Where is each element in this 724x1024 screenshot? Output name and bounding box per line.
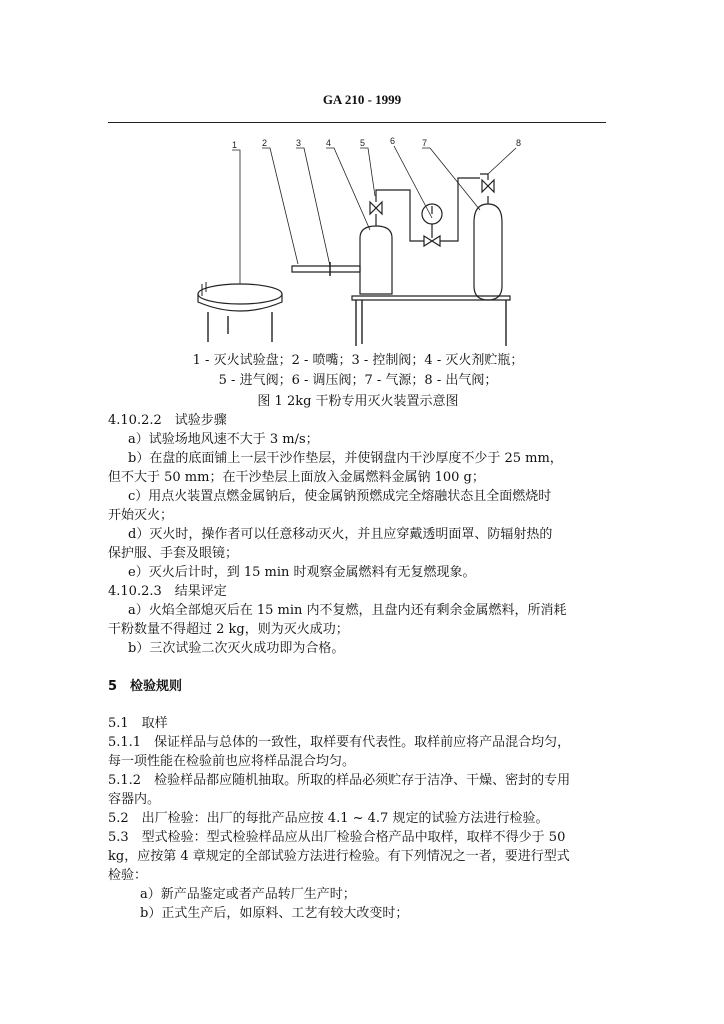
section-5-1-2-line-1: 5.1.2 检验样品都应随机抽取。所取的样品必须贮存于洁净、干燥、密封的专用 xyxy=(108,773,571,788)
inlet-valve xyxy=(370,190,410,218)
fire-test-pan xyxy=(198,282,282,342)
result-b: b）三次试验二次灭火成功即为合格。 xyxy=(128,641,345,656)
step-c-line-1: c）用点火装置点燃金属钠后，使金属钠预燃成完全熔融状态且全面燃烧时 xyxy=(128,489,552,504)
outlet-valve xyxy=(480,174,494,192)
agent-cylinder xyxy=(360,218,392,294)
label-3: 3 xyxy=(296,138,302,148)
step-e: e）灭火后计时，到 15 min 时观察金属燃料有无复燃现象。 xyxy=(128,565,476,580)
apparatus-diagram xyxy=(180,134,550,356)
section-5-1-2-line-2: 容器内。 xyxy=(108,792,161,807)
type-test-a: a）新产品鉴定或者产品转厂生产时； xyxy=(140,887,356,902)
section-5-2: 5.2 出厂检验：出厂的每批产品应按 4.1 ~ 4.7 规定的试验方法进行检验。 xyxy=(108,811,549,826)
label-1: 1 xyxy=(232,140,238,150)
step-d-line-1: d）灭火时，操作者可以任意移动灭火，并且应穿戴透明面罩、防辐射热的 xyxy=(128,527,553,542)
figure-legend-line-1: 1 - 灭火试验盘；2 - 喷嘴；3 - 控制阀；4 - 灭火剂贮瓶； xyxy=(192,353,524,368)
step-c-line-2: 开始灭火； xyxy=(108,508,174,523)
section-5-3-line-1: 5.3 型式检验：型式检验样品应从出厂检验合格产品中取样，取样不得少于 50 xyxy=(108,830,566,845)
gas-source-cylinder xyxy=(474,196,502,300)
label-7: 7 xyxy=(422,138,428,148)
step-d-line-2: 保护服、手套及眼镜； xyxy=(108,546,239,561)
label-8: 8 xyxy=(516,138,522,148)
section-5-3-line-3: 检验： xyxy=(108,868,148,883)
section-4-10-2-2: 4.10.2.2 试验步骤 xyxy=(108,413,227,428)
step-b-line-1: b）在盘的底面铺上一层干沙作垫层，并使钢盘内干沙厚度不少于 25 mm， xyxy=(128,451,563,466)
label-5: 5 xyxy=(360,138,366,148)
section-5-1-1-line-1: 5.1.1 保证样品与总体的一致性，取样要有代表性。取样前应将产品混合均匀， xyxy=(108,735,571,750)
header-rule xyxy=(108,122,606,123)
section-5-1-1-line-2: 每一项性能在检验前也应将样品混合均匀。 xyxy=(108,754,356,769)
nozzle xyxy=(292,262,360,276)
figure-caption: 图 1 2kg 干粉专用灭火装置示意图 xyxy=(257,394,459,409)
section-4-10-2-3: 4.10.2.3 结果评定 xyxy=(108,584,227,599)
step-b-line-2: 但不大于 50 mm；在干沙垫层上面放入金属燃料金属钠 100 g； xyxy=(108,470,485,485)
type-test-b: b）正式生产后，如原料、工艺有较大改变时； xyxy=(140,906,409,921)
equipment-table xyxy=(352,296,510,346)
result-a-line-1: a）火焰全部熄灭后在 15 min 内不复燃，且盘内还有剩余金属燃料，所消耗 xyxy=(128,603,567,618)
section-5-3-line-2: kg，应按第 4 章规定的全部试验方法进行检验。有下列情况之一者，要进行型式 xyxy=(108,849,570,864)
pressure-regulator xyxy=(410,178,480,246)
section-5-heading: 5 检验规则 xyxy=(108,679,183,694)
label-2: 2 xyxy=(262,138,268,148)
section-5-1: 5.1 取样 xyxy=(108,716,168,731)
page-header-code: GA 210 - 1999 xyxy=(322,92,402,107)
figure-legend-line-2: 5 - 进气阀；6 - 调压阀；7 - 气源；8 - 出气阀； xyxy=(218,373,498,388)
label-4: 4 xyxy=(326,138,332,148)
result-a-line-2: 干粉数量不得超过 2 kg，则为灭火成功； xyxy=(108,622,349,637)
label-6: 6 xyxy=(390,136,396,146)
step-a: a）试验场地风速不大于 3 m/s； xyxy=(128,432,319,447)
